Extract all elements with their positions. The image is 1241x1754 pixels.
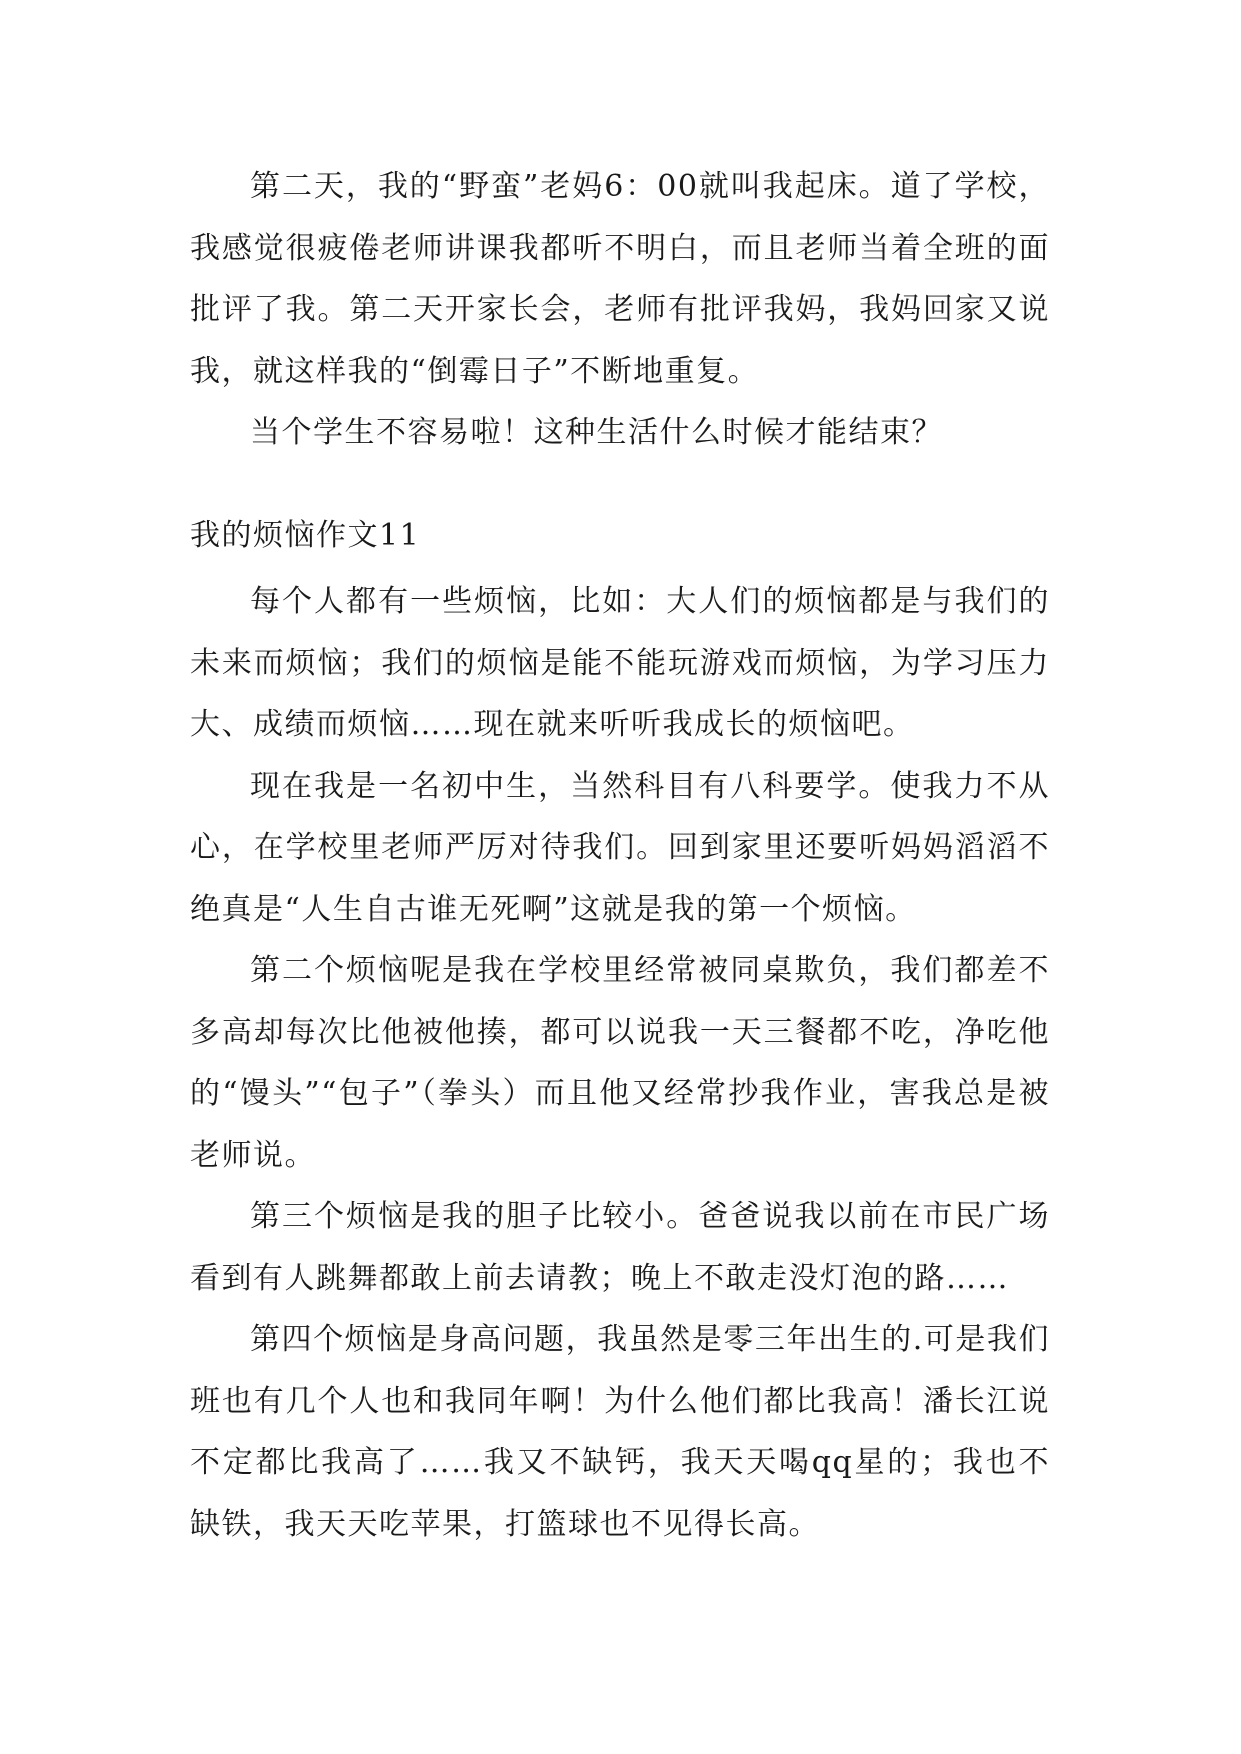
paragraph: 当个学生不容易啦！这种生活什么时候才能结束？ <box>250 415 943 450</box>
paragraph: 第二天，我的“野蛮”老妈6：00就叫我起床。道了学校，我感觉很疲倦老师讲课我都听不明白，而且老师当着全班的面批评了我。第二天开家长会，老师有批评我妈，我妈回家又说我，就这样我的“倒霉日子”不断地重复。 <box>190 169 1050 389</box>
paragraph: 第三个烦恼是我的胆子比较小。爸爸说我以前在市民广场看到有人跳舞都敢上前去请教；晚上不敢走没灯泡的路…… <box>190 1199 1050 1296</box>
paragraph: 每个人都有一些烦恼，比如：大人们的烦恼都是与我们的未来而烦恼；我们的烦恼是能不能玩游戏而烦恼，为学习压力大、成绩而烦恼……现在就来听听我成长的烦恼吧。 <box>190 584 1050 742</box>
essay-title: 我的烦恼作文11 <box>190 518 421 553</box>
paragraph: 第四个烦恼是身高问题，我虽然是零三年出生的.可是我们班也有几个人也和我同年啊！为什么他们都比我高！潘长江说不定都比我高了……我又不缺钙，我天天喝qq星的；我也不缺铁，我天天吃苹果，打篮球也不见得长高。 <box>190 1322 1050 1542</box>
section-b-body <box>190 571 1050 1555</box>
section-a-body <box>190 156 1050 464</box>
paragraph: 现在我是一名初中生，当然科目有八科要学。使我力不从心，在学校里老师严厉对待我们。回到家里还要听妈妈滔滔不绝真是“人生自古谁无死啊”这就是我的第一个烦恼。 <box>190 768 1050 927</box>
paragraph: 第二个烦恼呢是我在学校里经常被同桌欺负，我们都差不多高却每次比他被他揍，都可以说我一天三餐都不吃，净吃他的“馒头”“包子”（拳头）而且他又经常抄我作业，害我总是被老师说。 <box>190 953 1050 1173</box>
